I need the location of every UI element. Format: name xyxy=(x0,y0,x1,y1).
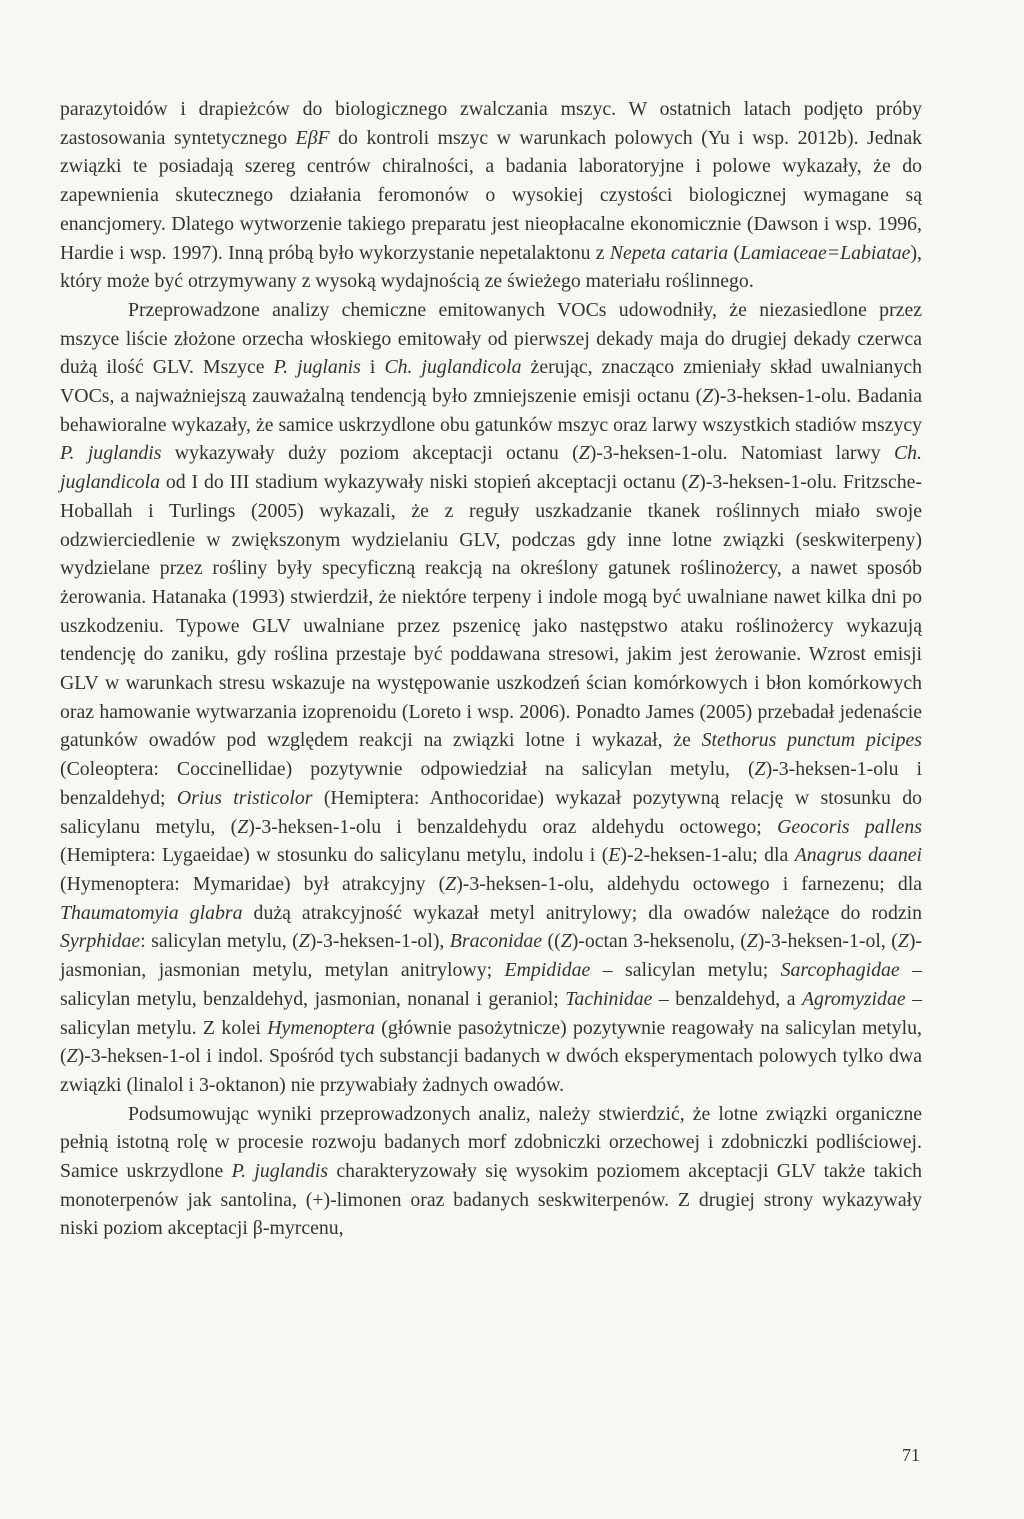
italic-text-run: Z xyxy=(702,385,714,408)
text-run: )-3-heksen-1-ol, ( xyxy=(757,930,898,953)
italic-text-run: Z xyxy=(578,442,590,465)
italic-text-run: Z xyxy=(237,815,249,838)
text-run: (Hemiptera: Anthocoridae) wykazał pozytywną relację w stosunku do salicylanu metylu, ( xyxy=(60,786,922,838)
italic-text-run: Tachinidae xyxy=(565,987,653,1010)
italic-text-run: Hymenoptera xyxy=(267,1016,375,1039)
italic-text-run: Stethorus punctum picipes xyxy=(701,729,922,752)
italic-text-run: Braconidae xyxy=(449,930,543,953)
italic-text-run: Z xyxy=(445,872,457,895)
italic-text-run: Z xyxy=(688,471,700,494)
text-run: )-3-heksen-1-olu, aldehydu octowego i farnezenu; dla xyxy=(456,872,922,895)
italic-text-run: EβF xyxy=(295,126,330,149)
paragraph xyxy=(60,95,922,296)
text-run: : salicylan metylu, ( xyxy=(140,930,299,953)
page-number: 71 xyxy=(902,1445,920,1465)
text-run: Przeprowadzone analizy chemiczne emitowanych VOCs udowodniły, że niezasiedlone przez mszyce liście złożone orzecha włoskiego emitowały od pierwszej dekady maja do drugiej dekady czerwca dużą ilość GLV. Mszyce xyxy=(60,298,922,379)
text-run: – salicylan metylu, benzaldehyd, jasmonian, nonanal i geraniol; xyxy=(60,959,922,1010)
italic-text-run: Syrphidae xyxy=(60,930,141,953)
italic-text-run: Lamiaceae=Labiatae xyxy=(739,241,911,264)
italic-text-run: Thaumatomyia glabra xyxy=(60,901,243,924)
italic-text-run: Ch. juglandicola xyxy=(60,442,922,494)
italic-text-run: Ch. juglandicola xyxy=(384,356,522,379)
italic-text-run: Agromyzidae xyxy=(801,987,906,1010)
italic-text-run: E xyxy=(608,844,621,867)
italic-text-run: Nepeta cataria xyxy=(609,241,729,264)
text-run: (Coleoptera: Coccinellidae) pozytywnie odpowiedział na salicylan metylu, ( xyxy=(60,758,755,781)
text-run: ( xyxy=(728,241,740,264)
text-run: )-3-heksen-1-olu i benzaldehydu oraz aldehydu octowego; xyxy=(248,815,778,838)
text-run: charakteryzowały się wysokim poziomem akceptacji GLV także takich monoterpenów jak santolina, (+)-limonen oraz badanych seskwiterpenów. Z drugiej strony wykazywały niski poziom akceptacji β-myrcenu, xyxy=(60,1160,922,1240)
text-run: (( xyxy=(542,930,561,953)
italic-text-run: Z xyxy=(298,930,310,953)
text-run: )-3-heksen-1-olu. Natomiast larwy xyxy=(589,442,894,465)
text-run: )-octan 3-heksenolu, ( xyxy=(571,930,747,953)
text-run: )-3-heksen-1-ol i indol. Spośród tych substancji badanych w dwóch eksperymentach polowych tylko dwa związki (linalol i 3-oktanon) nie przywabiały żadnych owadów. xyxy=(60,1045,922,1096)
text-run: )-3-heksen-1-ol), xyxy=(309,930,450,953)
paragraph xyxy=(60,1100,922,1244)
text-run: od I do III stadium wykazywały niski stopień akceptacji octanu ( xyxy=(160,471,689,494)
italic-text-run: Z xyxy=(754,758,766,781)
text-run: – salicylan metylu. Z kolei xyxy=(60,987,923,1039)
italic-text-run: Z xyxy=(66,1045,78,1068)
text-run: )-3-heksen-1-olu. Badania behawioralne wykazały, że samice uskrzydlone obu gatunków mszyc oraz larwy wszystkich stadiów mszycy xyxy=(60,385,922,436)
text-run: żerując, znacząco zmieniały skład uwalnianych VOCs, a najważniejszą zauważalną tendencją było zmniejszenie emisji octanu ( xyxy=(60,356,923,408)
text-run: do kontroli mszyc w warunkach polowych (Yu i wsp. 2012b). Jednak związki te posiadają szereg centrów chiralności, a badania laboratoryjne i polowe wykazały, że do zapewnienia skutecznego działania feromonów o wysokiej czystości biologicznej wymagane są enancjomery. Dlatego wytworzenie takiego preparatu jest nieopłacalne ekonomicznie (Dawson i wsp. 1996, Hardie i wsp. 1997). Inną próbą było wykorzystanie nepetalaktonu z xyxy=(60,126,922,264)
text-run: (głównie pasożytnicze) pozytywnie reagowały na salicylan metylu, ( xyxy=(60,1016,922,1068)
italic-text-run: Sarcophagidae xyxy=(780,959,900,982)
text-run: )-2-heksen-1-alu; dla xyxy=(620,844,795,867)
italic-text-run: Geocoris pallens xyxy=(777,815,923,838)
text-run: wykazywały duży poziom akceptacji octanu ( xyxy=(161,442,579,465)
italic-text-run: Empididae xyxy=(504,959,591,982)
italic-text-run: Z xyxy=(560,930,572,953)
text-run: – salicylan metylu; xyxy=(590,959,781,982)
text-run: i xyxy=(360,356,385,379)
paragraph xyxy=(60,296,922,1100)
body-text xyxy=(60,95,922,1243)
italic-text-run: Orius tristicolor xyxy=(176,786,313,809)
italic-text-run: P. juglandis xyxy=(60,442,162,465)
text-run: )-3-heksen-1-olu. Fritzsche-Hoballah i Turlings (2005) wykazali, że z reguły uszkadzanie tkanek roślinnych miało swoje odzwierciedlenie w zwiększonym wydzielaniu GLV, podczas gdy inne lotne związki (seskwiterpeny) wydzielane przez rośliny były specyficzną reakcją na określony gatunek roślinożercy, a nawet sposób żerowania. Hatanaka (1993) stwierdził, że niektóre terpeny i indole mogą być uwalniane nawet kilka dni po uszkodzeniu. Typowe GLV uwalniane przez pszenicę jako następstwo ataku roślinożercy wykazują tendencję do zaniku, gdy roślina przestaje być poddawana stresowi, jakim jest żerowanie. Wzrost emisji GLV w warunkach stresu wskazuje na występowanie uszkodzeń ścian komórkowych i błon komórkowych oraz hamowanie wytwarzania izoprenoidu (Loreto i wsp. 2006). Ponadto James (2005) przebadał jedenaście gatunków owadów pod względem reakcji na związki lotne i wykazał, że xyxy=(60,471,922,752)
text-run: Podsumowując wyniki przeprowadzonych analiz, należy stwierdzić, że lotne związki organiczne pełnią istotną rolę w procesie rozwoju badanych morf zdobniczki orzechowej i zdobniczki podliściowej. Samice uskrzydlone xyxy=(60,1102,922,1183)
text-run: – benzaldehyd, a xyxy=(652,987,802,1010)
text-run: (Hymenoptera: Mymaridae) był atrakcyjny ( xyxy=(60,872,446,895)
text-run: )-jasmonian, jasmonian metylu, metylan anitrylowy; xyxy=(60,930,922,982)
italic-text-run: Z xyxy=(746,930,758,953)
italic-text-run: Anagrus daanei xyxy=(794,844,922,867)
text-run: parazytoidów i drapieżców do biologicznego zwalczania mszyc. W ostatnich latach podjęto próby zastosowania syntetycznego xyxy=(60,98,922,149)
italic-text-run: P. juglanis xyxy=(273,356,361,379)
italic-text-run: P. juglandis xyxy=(231,1160,329,1183)
text-run: dużą atrakcyjność wykazał metyl anitrylowy; dla owadów należące do rodzin xyxy=(242,901,922,924)
text-run: (Hemiptera: Lygaeidae) w stosunku do salicylanu metylu, indolu i ( xyxy=(60,844,609,867)
text-run: ), który może być otrzymywany z wysoką wydajnością ze świeżego materiału roślinnego. xyxy=(60,241,923,293)
italic-text-run: Z xyxy=(897,930,909,953)
text-run: )-3-heksen-1-olu i benzaldehyd; xyxy=(60,758,922,809)
